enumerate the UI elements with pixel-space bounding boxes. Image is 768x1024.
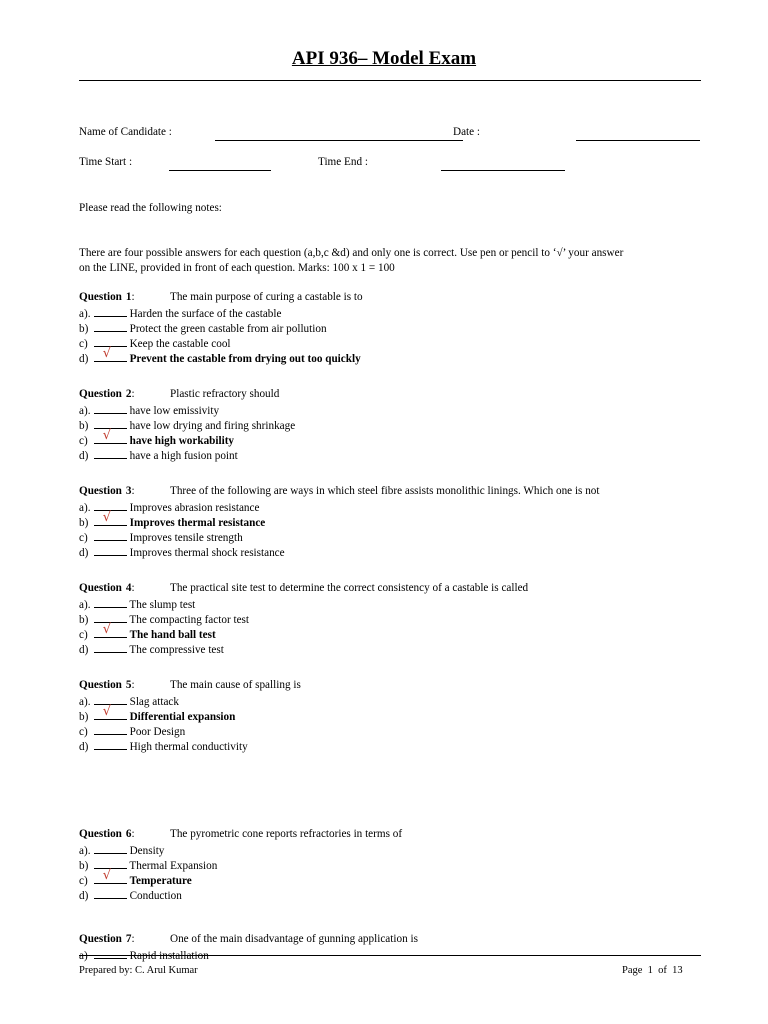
title-divider [79, 80, 701, 81]
answer-blank[interactable] [94, 868, 127, 884]
option-letter: c) [79, 532, 88, 544]
answer-blank[interactable] [94, 738, 127, 750]
option-letter: d) [79, 450, 89, 462]
answer-option [79, 544, 701, 559]
answer-blank[interactable] [94, 947, 127, 959]
option-letter: c) [79, 629, 88, 641]
question-number: 6 [125, 828, 132, 840]
option-text: Prevent the castable from drying out too quickly [129, 353, 361, 365]
answer-option [79, 346, 701, 365]
answer-blank[interactable] [94, 305, 127, 317]
answer-blank[interactable] [94, 544, 127, 556]
answer-blank[interactable] [94, 704, 127, 720]
option-letter: a). [79, 502, 91, 514]
answer-option [79, 738, 701, 753]
question-label: Question [79, 582, 122, 594]
check-mark-icon: √ [102, 346, 112, 361]
time-start-field[interactable] [169, 156, 271, 171]
prepared-by: Prepared by: C. Arul Kumar [79, 965, 198, 976]
question-number: 7 [125, 933, 132, 945]
answer-blank[interactable] [94, 346, 127, 362]
answer-option [79, 320, 701, 335]
answer-option [79, 305, 701, 320]
page-indicator [622, 963, 683, 978]
question-separator: : [131, 388, 135, 400]
option-letter: b) [79, 323, 89, 335]
question-separator: : [131, 485, 135, 497]
answer-option [79, 447, 701, 462]
question-label: Question [79, 485, 122, 497]
question-separator: : [131, 679, 135, 691]
option-letter: d) [79, 741, 89, 753]
question-block [79, 581, 701, 656]
answer-option [79, 857, 701, 872]
option-letter: d) [79, 644, 89, 656]
option-text: Slag attack [129, 696, 179, 708]
answer-option [79, 622, 701, 641]
answer-blank[interactable] [94, 842, 127, 854]
answer-option [79, 887, 701, 902]
answer-option [79, 704, 701, 723]
question-header [79, 827, 701, 842]
answer-blank[interactable] [94, 887, 127, 899]
time-end-field[interactable] [441, 156, 565, 171]
option-letter: c) [79, 875, 88, 887]
option-text: The compressive test [129, 644, 224, 656]
question-separator: : [131, 291, 135, 303]
question-label: Question [79, 933, 122, 945]
date-label: Date : [453, 126, 481, 138]
question-number: 5 [125, 679, 132, 691]
option-letter: d) [79, 353, 89, 365]
page-number: 1 [647, 965, 653, 976]
footer-divider [79, 955, 701, 956]
answer-option [79, 723, 701, 738]
answer-blank[interactable] [94, 428, 127, 444]
answer-option [79, 417, 701, 432]
option-text: Poor Design [129, 726, 186, 738]
question-block [79, 290, 701, 365]
name-of-candidate-label: Name of Candidate : [79, 126, 172, 138]
answer-blank[interactable] [94, 402, 127, 414]
page-total: 13 [672, 965, 683, 976]
option-text: Thermal Expansion [129, 860, 218, 872]
question-text: One of the main disadvantage of gunning application is [170, 933, 418, 945]
option-letter: d) [79, 547, 89, 559]
answer-blank[interactable] [94, 622, 127, 638]
answer-blank[interactable] [94, 529, 127, 541]
time-start-label: Time Start : [79, 156, 133, 168]
question-header [79, 387, 701, 402]
option-text: Improves abrasion resistance [129, 502, 260, 514]
answer-option [79, 842, 701, 857]
notes-intro: Please read the following notes: [79, 202, 222, 214]
question-text: The main cause of spalling is [170, 679, 301, 691]
question-number: 4 [125, 582, 132, 594]
option-text: have low emissivity [129, 405, 220, 417]
answer-blank[interactable] [94, 447, 127, 459]
option-text: have a high fusion point [129, 450, 238, 462]
option-letter: a). [79, 599, 91, 611]
option-letter: b) [79, 517, 89, 529]
option-text: Improves thermal shock resistance [129, 547, 285, 559]
question-block [79, 678, 701, 753]
answer-blank[interactable] [94, 510, 127, 526]
page-word: Page [622, 965, 643, 976]
option-letter: b) [79, 711, 89, 723]
answer-option [79, 428, 701, 447]
answer-option [79, 641, 701, 656]
question-text: Three of the following are ways in which steel fibre assists monolithic linings. Which one is not [170, 485, 600, 497]
question-text: The pyrometric cone reports refractories in terms of [170, 828, 403, 840]
answer-option [79, 499, 701, 514]
answer-blank[interactable] [94, 320, 127, 332]
option-text: High thermal conductivity [129, 741, 248, 753]
time-end-label: Time End : [318, 156, 368, 168]
option-letter: c) [79, 726, 88, 738]
question-header [79, 581, 701, 596]
answer-blank[interactable] [94, 723, 127, 735]
question-block [79, 387, 701, 462]
answer-option [79, 402, 701, 417]
candidate-name-field[interactable] [215, 126, 463, 141]
check-mark-icon: √ [102, 704, 112, 719]
option-text: Improves thermal resistance [129, 517, 266, 529]
option-letter: a). [79, 845, 91, 857]
page-title: API 936– Model Exam [291, 48, 477, 69]
answer-blank[interactable] [94, 596, 127, 608]
option-text: have high workability [129, 435, 235, 447]
option-text: The slump test [129, 599, 196, 611]
check-mark-icon: √ [102, 868, 112, 883]
check-mark-icon: √ [102, 622, 112, 637]
option-text: Keep the castable cool [129, 338, 231, 350]
question-block [79, 932, 701, 962]
notes-line-1: There are four possible answers for each question (a,b,c &d) and only one is correct. Use pen or pencil to ‘√’ your answer [79, 247, 624, 259]
answer-option [79, 868, 701, 887]
option-letter: d) [79, 890, 89, 902]
question-label: Question [79, 388, 122, 400]
option-text: Differential expansion [129, 711, 236, 723]
question-number: 3 [125, 485, 132, 497]
question-text: Plastic refractory should [170, 388, 280, 400]
question-text: The practical site test to determine the correct consistency of a castable is called [170, 582, 529, 594]
question-header [79, 932, 701, 947]
question-label: Question [79, 291, 122, 303]
answer-option [79, 611, 701, 626]
option-text: Density [129, 845, 165, 857]
option-text: Harden the surface of the castable [129, 308, 282, 320]
of-word: of [658, 965, 667, 976]
question-text: The main purpose of curing a castable is to [170, 291, 363, 303]
option-letter: a). [79, 308, 91, 320]
question-label: Question [79, 679, 122, 691]
notes-line-2: on the LINE, provided in front of each question. Marks: 100 x 1 = 100 [79, 262, 395, 274]
answer-option [79, 529, 701, 544]
option-letter: b) [79, 614, 89, 626]
option-letter: c) [79, 338, 88, 350]
option-letter: b) [79, 420, 89, 432]
question-block [79, 484, 701, 559]
option-text: The hand ball test [129, 629, 216, 641]
question-block [79, 827, 701, 902]
question-separator: : [131, 933, 135, 945]
answer-option [79, 596, 701, 611]
question-separator: : [131, 582, 135, 594]
question-number: 1 [125, 291, 132, 303]
answer-option [79, 693, 701, 708]
question-header [79, 678, 701, 693]
option-text: Conduction [129, 890, 182, 902]
option-letter: a). [79, 405, 91, 417]
option-letter: c) [79, 435, 88, 447]
option-text: The compacting factor test [129, 614, 249, 626]
question-separator: : [131, 828, 135, 840]
option-text: Rapid installation [129, 950, 209, 962]
option-letter: a). [79, 696, 91, 708]
check-mark-icon: √ [102, 428, 112, 443]
answer-option [79, 510, 701, 529]
option-letter: b) [79, 860, 89, 872]
check-mark-icon: √ [102, 510, 112, 525]
question-number: 2 [125, 388, 132, 400]
question-header [79, 290, 701, 305]
option-letter: a) [79, 950, 88, 962]
answer-blank[interactable] [94, 641, 127, 653]
option-text: have low drying and firing shrinkage [129, 420, 296, 432]
question-label: Question [79, 828, 122, 840]
answer-option [79, 335, 701, 350]
option-text: Temperature [129, 875, 192, 887]
option-text: Protect the green castable from air pollution [129, 323, 327, 335]
date-field[interactable] [576, 126, 700, 141]
option-text: Improves tensile strength [129, 532, 243, 544]
question-header [79, 484, 701, 499]
